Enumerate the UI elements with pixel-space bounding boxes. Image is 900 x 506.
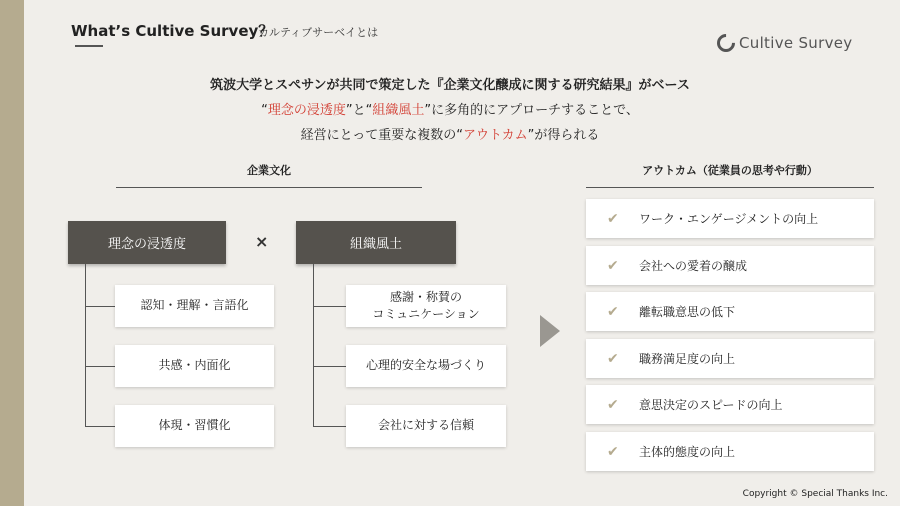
cultive-survey-logo xyxy=(717,34,852,52)
title-underline xyxy=(75,45,103,47)
check-icon: ✔ xyxy=(607,210,619,227)
check-icon: ✔ xyxy=(607,443,619,460)
outcome-item: ✔ 主体的態度の向上 xyxy=(586,432,874,471)
tree-branch xyxy=(313,306,346,307)
lead-line-1: 筑波大学とスペサンが共同で策定した『企業文化醸成に関する研究結果』がベース xyxy=(210,78,690,93)
climate-box: 組織風土 xyxy=(296,221,456,264)
outcome-item: ✔ ワーク・エンゲージメントの向上 xyxy=(586,199,874,238)
page-title: What’s Cultive Survey？ xyxy=(71,22,274,40)
culture-section-label: 企業文化 xyxy=(247,164,291,177)
climate-item-2: 心理的安全な場づくり xyxy=(346,345,506,387)
tree-branch xyxy=(85,366,115,367)
climate-tree-line xyxy=(313,264,314,426)
philosophy-box: 理念の浸透度 xyxy=(68,221,226,264)
check-icon: ✔ xyxy=(607,257,619,274)
check-icon: ✔ xyxy=(607,350,619,367)
check-icon: ✔ xyxy=(607,303,619,320)
lead-line-3: 経営にとって重要な複数の“アウトカム”が得られる xyxy=(300,128,600,143)
outcome-item: ✔ 離転職意思の低下 xyxy=(586,292,874,331)
outcome-item: ✔ 意思決定のスピードの向上 xyxy=(586,385,874,424)
philosophy-tree-line xyxy=(85,264,86,426)
tree-branch xyxy=(313,426,346,427)
philosophy-item-2: 共感・内面化 xyxy=(115,345,274,387)
highlight-outcome: アウトカム xyxy=(463,128,528,143)
highlight-philosophy: 理念の浸透度 xyxy=(267,103,346,118)
outcomes-section-rule xyxy=(586,187,874,188)
tree-branch xyxy=(313,366,346,367)
page-subtitle: カルティブサーベイとは xyxy=(258,26,379,39)
logo-c-icon xyxy=(713,30,738,55)
lead-line-2: “理念の浸透度”と“組織風土”に多角的にアプローチすることで、 xyxy=(261,103,639,118)
logo-text: Cultive Survey xyxy=(739,34,853,52)
copyright-text: Copyright © Special Thanks Inc. xyxy=(742,489,888,499)
climate-item-1: 感謝・称賛の コミュニケーション xyxy=(346,285,506,327)
philosophy-item-1: 認知・理解・言語化 xyxy=(115,285,274,327)
outcomes-section-label: アウトカム（従業員の思考や行動） xyxy=(642,164,818,177)
times-icon: × xyxy=(255,232,269,251)
outcome-item: ✔ 職務満足度の向上 xyxy=(586,339,874,378)
highlight-climate: 組織風土 xyxy=(372,103,425,118)
check-icon: ✔ xyxy=(607,396,619,413)
philosophy-item-3: 体現・習慣化 xyxy=(115,405,274,447)
tree-branch xyxy=(85,306,115,307)
climate-item-3: 会社に対する信頼 xyxy=(346,405,506,447)
arrow-right-icon xyxy=(540,315,560,347)
tree-branch xyxy=(85,426,115,427)
culture-section-rule xyxy=(116,187,422,188)
outcome-item: ✔ 会社への愛着の醸成 xyxy=(586,246,874,285)
